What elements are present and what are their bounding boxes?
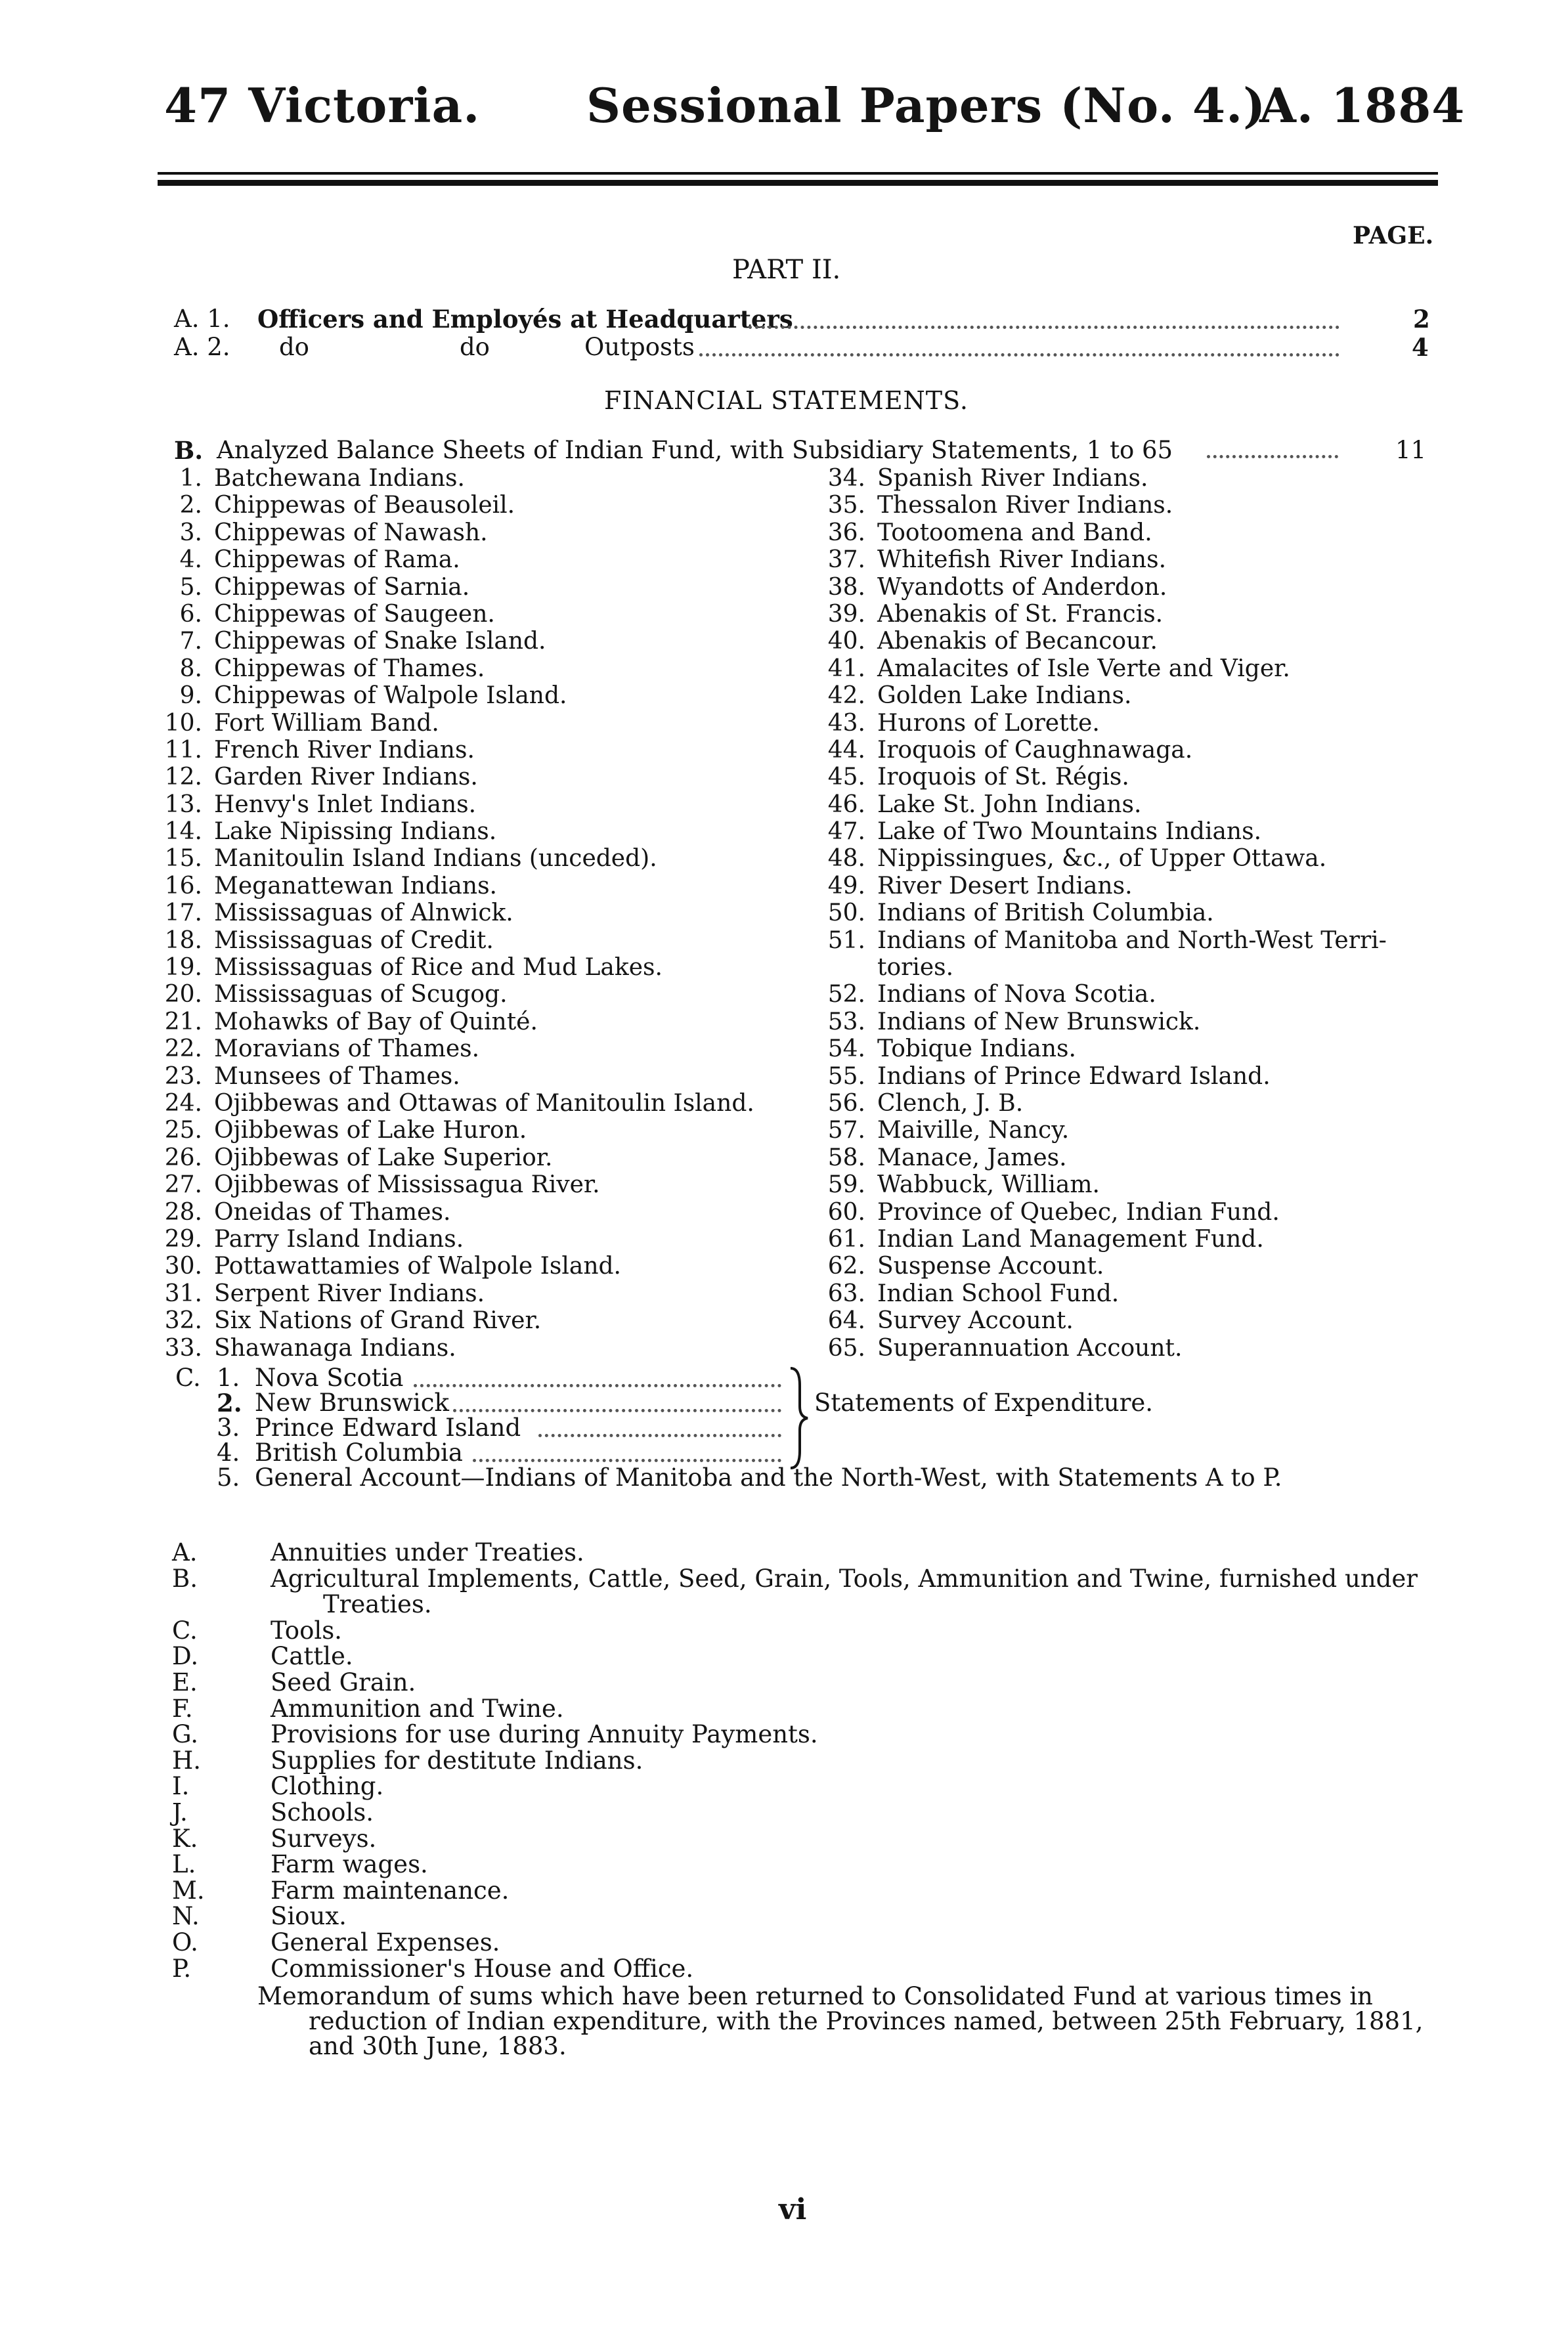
entry-a2-title: Outposts xyxy=(584,333,695,361)
statement-title: Lake Nipissing Indians. xyxy=(214,818,497,846)
appendix-letter: M. xyxy=(172,1876,205,1905)
statements-list-right xyxy=(814,465,1387,1362)
statement-number: 36. xyxy=(827,519,865,546)
appendix-item xyxy=(172,1618,1418,1644)
appendix-item xyxy=(172,1773,1418,1800)
appendix-letter: J. xyxy=(172,1798,188,1827)
header-rule-bottom xyxy=(158,180,1438,186)
statement-number: 10. xyxy=(164,709,202,737)
header-sessional-papers: Sessional Papers (No. 4.) xyxy=(586,77,1267,133)
section-c-item-3: Prince Edward Island xyxy=(255,1414,521,1442)
statement-list-item xyxy=(151,1035,754,1062)
statement-list-item xyxy=(814,1307,1387,1334)
statement-list-item xyxy=(151,1063,754,1090)
statement-number: 63. xyxy=(827,1280,865,1307)
statement-list-item xyxy=(814,927,1387,954)
statement-number: 8. xyxy=(179,655,202,682)
statement-title: Spanish River Indians. xyxy=(877,465,1148,492)
statement-title: Indians of British Columbia. xyxy=(877,899,1214,927)
appendix-item xyxy=(172,1826,1418,1852)
statement-list-item xyxy=(151,791,754,818)
statement-number: 53. xyxy=(827,1008,865,1035)
appendix-item xyxy=(172,1930,1418,1956)
statement-number: 42. xyxy=(827,682,865,710)
appendix-title: Tools. xyxy=(271,1616,342,1645)
statement-list-item xyxy=(814,546,1387,573)
appendix-letter: B. xyxy=(172,1564,198,1593)
appendix-title: Annuities under Treaties. xyxy=(271,1538,584,1567)
appendix-title: Farm wages. xyxy=(271,1850,428,1879)
section-c-item-1-num: 1. xyxy=(217,1364,240,1392)
appendix-item xyxy=(172,1956,1418,1982)
statement-title: River Desert Indians. xyxy=(877,872,1133,899)
statement-list-item xyxy=(814,818,1387,845)
statement-title: Indians of Nova Scotia. xyxy=(877,981,1156,1008)
statement-list-item xyxy=(151,764,754,790)
statement-title: Hurons of Lorette. xyxy=(877,709,1100,737)
appendix-title: Supplies for destitute Indians. xyxy=(271,1746,643,1775)
statement-title: Nippissingues, &c., of Upper Ottawa. xyxy=(877,845,1327,873)
statement-list-item xyxy=(151,1144,754,1171)
entry-a2-code: A. 2. xyxy=(174,333,230,361)
statement-number: 40. xyxy=(827,628,865,655)
statement-title: Thessalon River Indians. xyxy=(877,492,1173,519)
statement-title: Lake St. John Indians. xyxy=(877,790,1142,818)
statement-number: 61. xyxy=(827,1225,865,1253)
appendix-title: Clothing. xyxy=(271,1772,384,1801)
statement-list-item xyxy=(151,710,754,737)
statement-list-item xyxy=(151,873,754,899)
statement-number: 47. xyxy=(827,818,865,846)
statement-list-item xyxy=(151,492,754,519)
statement-title: Iroquois of St. Régis. xyxy=(877,764,1129,791)
statement-list-item xyxy=(151,1117,754,1144)
statement-list-item xyxy=(151,845,754,872)
appendix-letter: K. xyxy=(172,1824,198,1853)
statement-number: 27. xyxy=(164,1171,202,1199)
statement-title: Pottawattamies of Walpole Island. xyxy=(214,1253,621,1280)
statement-number: 55. xyxy=(827,1062,865,1090)
statement-list-item xyxy=(814,628,1387,655)
appendix-letter: H. xyxy=(172,1746,202,1775)
header-year: A. 1884 xyxy=(1259,77,1466,133)
statement-title: Moravians of Thames. xyxy=(214,1035,480,1063)
appendix-letter: P. xyxy=(172,1954,192,1983)
statement-number: 1. xyxy=(179,465,202,492)
statement-number: 22. xyxy=(164,1035,202,1063)
statement-title: Chippewas of Nawash. xyxy=(214,519,488,546)
section-c-leader-4 xyxy=(473,1459,781,1462)
appendix-letter: O. xyxy=(172,1928,198,1957)
statement-number: 62. xyxy=(827,1253,865,1280)
entry-a2-leader xyxy=(699,353,1339,357)
statement-number: 20. xyxy=(164,981,202,1008)
statement-number: 3. xyxy=(179,519,202,546)
statement-number: 25. xyxy=(164,1117,202,1144)
entry-a2-ditto-2: do xyxy=(460,333,490,361)
appendix-title: Seed Grain. xyxy=(271,1668,416,1697)
statement-number: 4. xyxy=(179,546,202,574)
entry-a1-title: Officers and Employés at Headquarters xyxy=(257,305,793,334)
statement-title: Chippewas of Rama. xyxy=(214,546,460,574)
statement-list-item xyxy=(151,954,754,981)
statement-list-item xyxy=(814,1035,1387,1062)
statement-number: 35. xyxy=(827,492,865,519)
statement-number: 16. xyxy=(164,872,202,899)
statement-list-item xyxy=(151,1008,754,1035)
statement-title: Wyandotts of Anderdon. xyxy=(877,573,1167,601)
statement-title: Munsees of Thames. xyxy=(214,1062,460,1090)
statement-list-item xyxy=(151,655,754,682)
statement-list-item xyxy=(814,737,1387,764)
statement-number: 37. xyxy=(827,546,865,574)
statement-list-item xyxy=(151,465,754,492)
statement-number: 30. xyxy=(164,1253,202,1280)
statement-number: 21. xyxy=(164,1008,202,1035)
statement-title: Shawanaga Indians. xyxy=(214,1334,456,1362)
statement-number: 44. xyxy=(827,736,865,764)
section-c-item-2-num: 2. xyxy=(217,1389,242,1417)
statement-number: 14. xyxy=(164,818,202,846)
appendix-title: General Expenses. xyxy=(271,1928,500,1957)
appendix-item xyxy=(172,1591,1418,1618)
appendix-title: Cattle. xyxy=(271,1642,353,1671)
statement-number: 41. xyxy=(827,655,865,682)
statement-number: 59. xyxy=(827,1171,865,1199)
statement-list-item xyxy=(814,519,1387,546)
appendix-item xyxy=(172,1903,1418,1930)
page-folio: vi xyxy=(779,2193,807,2226)
section-c-item-1: Nova Scotia xyxy=(255,1364,404,1392)
section-c-item-4-num: 4. xyxy=(217,1438,240,1467)
statement-list-item xyxy=(151,546,754,573)
statement-list-item xyxy=(151,628,754,655)
section-c-item-5-num: 5. xyxy=(217,1463,240,1492)
statement-title: Batchewana Indians. xyxy=(214,465,465,492)
statement-title: Chippewas of Snake Island. xyxy=(214,628,546,655)
statement-list-item xyxy=(814,1144,1387,1171)
statement-list-item xyxy=(151,981,754,1008)
appendix-item xyxy=(172,1800,1418,1826)
statement-list-item xyxy=(151,1280,754,1307)
appendix-letter: F. xyxy=(172,1694,193,1723)
section-b-code: B. xyxy=(174,436,204,465)
appendix-title: Ammunition and Twine. xyxy=(271,1694,564,1723)
statement-list-item xyxy=(151,1090,754,1117)
statement-title: Six Nations of Grand River. xyxy=(214,1307,542,1335)
appendix-title: Treaties. xyxy=(323,1590,432,1619)
statement-number: 64. xyxy=(827,1307,865,1335)
statement-list-item xyxy=(151,737,754,764)
statement-list-item xyxy=(814,574,1387,601)
statement-number: 52. xyxy=(827,981,865,1008)
statement-title: Mississaguas of Alnwick. xyxy=(214,899,513,927)
statement-title: Iroquois of Caughnawaga. xyxy=(877,736,1193,764)
statement-number: 9. xyxy=(179,682,202,710)
statement-number: 56. xyxy=(827,1089,865,1117)
statement-list-item xyxy=(151,899,754,926)
statement-list-item xyxy=(814,601,1387,628)
statement-number: 43. xyxy=(827,709,865,737)
statement-title: Mississaguas of Scugog. xyxy=(214,981,508,1008)
statement-list-item xyxy=(814,1280,1387,1307)
section-c-item-2: New Brunswick xyxy=(255,1389,449,1417)
page-column-label: PAGE. xyxy=(1353,222,1434,249)
appendix-letter: E. xyxy=(172,1668,198,1697)
statement-title: Clench, J. B. xyxy=(877,1089,1024,1117)
statement-title: Wabbuck, William. xyxy=(877,1171,1100,1199)
statement-title: Indians of Prince Edward Island. xyxy=(877,1062,1271,1090)
statement-title: Serpent River Indians. xyxy=(214,1280,485,1307)
statement-number: 33. xyxy=(164,1334,202,1362)
statement-list-item xyxy=(814,1226,1387,1253)
statement-title: Suspense Account. xyxy=(877,1253,1104,1280)
statement-number: 5. xyxy=(179,573,202,601)
statement-list-item xyxy=(151,1253,754,1280)
statement-title: Abenakis of Becancour. xyxy=(877,628,1158,655)
statement-title: Indians of Manitoba and North-West Terri- xyxy=(877,926,1387,954)
statement-list-item xyxy=(151,1226,754,1253)
statement-title: Chippewas of Sarnia. xyxy=(214,573,470,601)
statement-title: Ojibbewas of Mississagua River. xyxy=(214,1171,600,1199)
statement-number: 57. xyxy=(827,1117,865,1144)
statement-number: 12. xyxy=(164,764,202,791)
statement-title: tories. xyxy=(877,954,954,982)
section-b-leader xyxy=(1207,455,1338,458)
statement-list-item xyxy=(814,1335,1387,1362)
entry-a2-page: 4 xyxy=(1412,333,1429,362)
section-c-leader-1 xyxy=(414,1384,781,1387)
statement-title: Tobique Indians. xyxy=(877,1035,1076,1063)
statement-title: Abenakis of St. Francis. xyxy=(877,600,1164,628)
statement-list-item xyxy=(814,981,1387,1008)
section-b-page: 11 xyxy=(1395,436,1427,464)
statement-list-item xyxy=(151,1307,754,1334)
statement-number: 32. xyxy=(164,1307,202,1335)
statement-title: Chippewas of Thames. xyxy=(214,655,485,682)
statement-number: 15. xyxy=(164,845,202,873)
statement-number: 50. xyxy=(827,899,865,927)
appendix-letter: N. xyxy=(172,1902,200,1931)
statement-number: 48. xyxy=(827,845,865,873)
appendix-title: Farm maintenance. xyxy=(271,1876,510,1905)
appendix-title: Commissioner's House and Office. xyxy=(271,1954,694,1983)
appendix-statements xyxy=(172,1540,1418,1981)
statement-number: 26. xyxy=(164,1144,202,1171)
statement-number: 34. xyxy=(827,465,865,492)
entry-a1-code: A. 1. xyxy=(174,305,230,333)
section-c-brace xyxy=(787,1366,813,1471)
statement-title: Lake of Two Mountains Indians. xyxy=(877,818,1262,846)
appendix-title: Provisions for use during Annuity Payments. xyxy=(271,1720,818,1749)
entry-a1-page: 2 xyxy=(1413,305,1430,334)
appendix-title: Sioux. xyxy=(271,1902,347,1931)
section-c-code: C. xyxy=(175,1364,201,1392)
statement-number: 11. xyxy=(164,736,202,764)
part-title: PART II. xyxy=(732,255,841,285)
statement-list-item xyxy=(814,899,1387,926)
statement-number: 29. xyxy=(164,1225,202,1253)
statement-title: Oneidas of Thames. xyxy=(214,1198,451,1226)
statement-list-item xyxy=(151,1199,754,1226)
statement-list-item xyxy=(151,1171,754,1198)
statement-title: Whitefish River Indians. xyxy=(877,546,1167,574)
appendix-item xyxy=(172,1540,1418,1566)
statement-number: 45. xyxy=(827,764,865,791)
statement-list-item xyxy=(814,465,1387,492)
section-c-brace-label: Statements of Expenditure. xyxy=(814,1389,1154,1417)
statement-list-item xyxy=(814,954,1387,981)
statement-list-item xyxy=(814,710,1387,737)
statement-title: French River Indians. xyxy=(214,736,475,764)
section-b-title: Analyzed Balance Sheets of Indian Fund, with Subsidiary Statements, 1 to 65 xyxy=(217,436,1173,464)
statement-title: Manace, James. xyxy=(877,1144,1067,1171)
statement-list-item xyxy=(814,873,1387,899)
statement-number: 54. xyxy=(827,1035,865,1063)
statement-list-item xyxy=(814,845,1387,872)
appendix-letter: A. xyxy=(172,1538,198,1567)
appendix-title: Surveys. xyxy=(271,1824,377,1853)
statement-list-item xyxy=(814,1063,1387,1090)
statement-list-item xyxy=(151,519,754,546)
statement-title: Chippewas of Walpole Island. xyxy=(214,682,567,710)
statement-number: 31. xyxy=(164,1280,202,1307)
statement-number: 49. xyxy=(827,872,865,899)
appendix-item xyxy=(172,1851,1418,1878)
statement-title: Mississaguas of Credit. xyxy=(214,926,494,954)
statement-title: Parry Island Indians. xyxy=(214,1225,464,1253)
statements-list-left xyxy=(151,465,754,1362)
statement-list-item xyxy=(814,1171,1387,1198)
statement-list-item xyxy=(814,791,1387,818)
statement-number: 13. xyxy=(164,790,202,818)
section-c-item-3-num: 3. xyxy=(217,1414,240,1442)
statement-title: Ojibbewas and Ottawas of Manitoulin Island. xyxy=(214,1089,754,1117)
memorandum-line-3: and 30th June, 1883. xyxy=(309,2032,567,2060)
statement-list-item xyxy=(814,682,1387,709)
statement-list-item xyxy=(151,574,754,601)
statement-list-item xyxy=(814,655,1387,682)
section-c-item-4: British Columbia xyxy=(255,1438,463,1467)
statement-number: 6. xyxy=(179,600,202,628)
statement-title: Manitoulin Island Indians (unceded). xyxy=(214,845,657,873)
statement-list-item xyxy=(151,927,754,954)
statement-number: 24. xyxy=(164,1089,202,1117)
statement-number: 60. xyxy=(827,1198,865,1226)
statement-list-item xyxy=(814,764,1387,790)
statement-number: 2. xyxy=(179,492,202,519)
section-c-general-account: General Account—Indians of Manitoba and the North-West, with Statements A to P. xyxy=(255,1463,1282,1492)
statement-title: Golden Lake Indians. xyxy=(877,682,1132,710)
appendix-letter: L. xyxy=(172,1850,196,1879)
appendix-letter: G. xyxy=(172,1720,198,1749)
statement-number: 18. xyxy=(164,926,202,954)
financial-statements-title: FINANCIAL STATEMENTS. xyxy=(604,386,969,415)
statement-title: Garden River Indians. xyxy=(214,764,478,791)
statement-number: 46. xyxy=(827,790,865,818)
statement-title: Indians of New Brunswick. xyxy=(877,1008,1201,1035)
statement-list-item xyxy=(814,1008,1387,1035)
statement-number: 51. xyxy=(827,926,865,954)
statement-title: Indian School Fund. xyxy=(877,1280,1120,1307)
statement-title: Amalacites of Isle Verte and Viger. xyxy=(877,655,1290,682)
appendix-letter: D. xyxy=(172,1642,199,1671)
section-c-leader-2 xyxy=(453,1409,781,1412)
statement-title: Chippewas of Saugeen. xyxy=(214,600,495,628)
appendix-item xyxy=(172,1748,1418,1774)
statement-number: 17. xyxy=(164,899,202,927)
statement-number: 7. xyxy=(179,628,202,655)
appendix-item xyxy=(172,1643,1418,1670)
appendix-item xyxy=(172,1696,1418,1722)
memorandum-line-2: reduction of Indian expenditure, with the Provinces named, between 25th February, 1881, xyxy=(309,2007,1424,2035)
statement-list-item xyxy=(814,1253,1387,1280)
statement-list-item xyxy=(151,601,754,628)
header-volume: 47 Victoria. xyxy=(164,77,481,133)
appendix-title: Agricultural Implements, Cattle, Seed, Grain, Tools, Ammunition and Twine, furnished under xyxy=(271,1564,1418,1593)
statement-title: Mississaguas of Rice and Mud Lakes. xyxy=(214,954,663,982)
statement-title: Henvy's Inlet Indians. xyxy=(214,790,477,818)
header-rule-top xyxy=(158,172,1438,175)
statement-list-item xyxy=(151,682,754,709)
appendix-item xyxy=(172,1721,1418,1748)
statement-list-item xyxy=(151,1335,754,1362)
statement-title: Survey Account. xyxy=(877,1307,1074,1335)
statement-title: Superannuation Account. xyxy=(877,1334,1183,1362)
memorandum-line-1: Memorandum of sums which have been returned to Consolidated Fund at various times in xyxy=(257,1982,1373,2010)
statement-number: 65. xyxy=(827,1334,865,1362)
entry-a1-leader xyxy=(749,326,1339,329)
statement-number: 38. xyxy=(827,573,865,601)
section-c-leader-3 xyxy=(538,1434,781,1437)
appendix-title: Schools. xyxy=(271,1798,374,1827)
statement-list-item xyxy=(814,1090,1387,1117)
statement-list-item xyxy=(814,1199,1387,1226)
statement-title: Meganattewan Indians. xyxy=(214,872,497,899)
entry-a2-ditto-1: do xyxy=(279,333,309,361)
statement-list-item xyxy=(814,1117,1387,1144)
statement-title: Ojibbewas of Lake Superior. xyxy=(214,1144,553,1171)
statement-title: Chippewas of Beausoleil. xyxy=(214,492,515,519)
statement-title: Province of Quebec, Indian Fund. xyxy=(877,1198,1280,1226)
statement-number: 19. xyxy=(164,954,202,982)
statement-number: 39. xyxy=(827,600,865,628)
statement-number: 28. xyxy=(164,1198,202,1226)
appendix-letter: I. xyxy=(172,1772,190,1801)
appendix-item xyxy=(172,1878,1418,1904)
statement-number: 23. xyxy=(164,1062,202,1090)
appendix-item xyxy=(172,1670,1418,1696)
statement-list-item xyxy=(151,818,754,845)
appendix-item xyxy=(172,1566,1418,1592)
statement-title: Mohawks of Bay of Quinté. xyxy=(214,1008,538,1035)
statement-number: 58. xyxy=(827,1144,865,1171)
appendix-letter: C. xyxy=(172,1616,198,1645)
statement-title: Maiville, Nancy. xyxy=(877,1117,1070,1144)
statement-title: Indian Land Management Fund. xyxy=(877,1225,1264,1253)
statement-title: Ojibbewas of Lake Huron. xyxy=(214,1117,527,1144)
statement-title: Tootoomena and Band. xyxy=(877,519,1152,546)
statement-title: Fort William Band. xyxy=(214,709,439,737)
statement-list-item xyxy=(814,492,1387,519)
